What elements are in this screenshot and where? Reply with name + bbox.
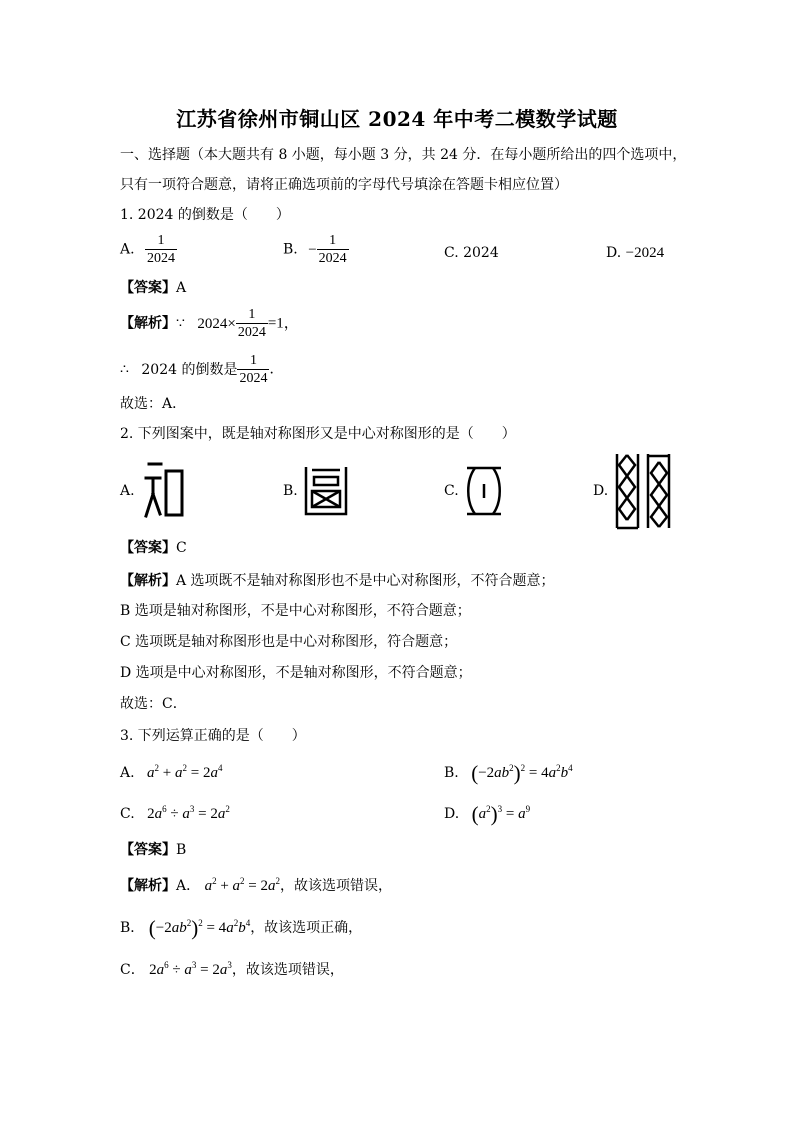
q2-analysis-b: B 选项是轴对称图形，不是中心对称图形，不符合题意； (120, 603, 471, 619)
q1-choice: 故选：A． (120, 396, 187, 412)
q3-option-d: D. $(a^2)^3 = a^9$ (444, 802, 531, 826)
q2-figure-a (144, 460, 186, 520)
q3-analysis-a: 【解析】A． $a^2 + a^2 = 2a^2$，故该选项错误， (120, 876, 393, 894)
q2-analysis-c: C 选项既是轴对称图形也是中心对称图形，符合题意； (120, 634, 458, 650)
q1-answer: 【答案】A (120, 280, 187, 296)
q2-option-b-label: B. (283, 483, 298, 499)
q2-option-a-label: A. (120, 483, 135, 499)
q2-figure-d (614, 452, 672, 530)
q1-option-c: C. 2024 (444, 245, 499, 261)
q3-stem: 3. 下列运算正确的是（ ） (120, 728, 306, 744)
q1-conclusion: ∴ 2024 的倒数是 $\frac{1}{2024}$ ． (120, 353, 284, 386)
section-heading-line2: 只有一项符合题意，请将正确选项前的字母代号填涂在答题卡相应位置） (120, 177, 568, 193)
q1-option-d: D. −2024 (606, 245, 665, 261)
q3-option-a: A. $a^2 + a^2 = 2a^4$ (120, 763, 223, 781)
page-title: 江苏省徐州市铜山区 2024 年中考二模数学试题 (176, 107, 618, 131)
q1-analysis: 【解析】∵ 2024× $\frac{1}{2024}$ =1， (120, 307, 299, 340)
q2-option-d-label: D. (593, 483, 609, 499)
q2-analysis-a: 【解析】A 选项既不是轴对称图形也不是中心对称图形，不符合题意； (120, 573, 555, 589)
q3-option-c: C. $2a^6 \div a^3 = 2a^2$ (120, 804, 230, 822)
q2-answer: 【答案】C (120, 540, 187, 556)
q2-option-c-label: C. (444, 483, 459, 499)
q2-figure-b (303, 465, 349, 517)
q2-figure-c (464, 465, 504, 517)
q1-stem: 1. 2024 的倒数是（ ） (120, 207, 290, 223)
section-heading-line1: 一、选择题（本大题共有 8 小题，每小题 3 分，共 24 分．在每小题所给出的四个选项中， (120, 147, 687, 163)
q1-option-b: B. − $\frac{1}{2024}$ (283, 233, 347, 266)
q3-option-b: B. $(-2ab^2)^2 = 4a^2b^4$ (444, 761, 573, 785)
q3-analysis-b: B． $(-2ab^2)^2 = 4a^2b^4$，故该选项正确， (120, 916, 363, 940)
q2-analysis-d: D 选项是中心对称图形，不是轴对称图形，不符合题意； (120, 665, 472, 681)
q3-analysis-c: C． $2a^6 \div a^3 = 2a^3$，故该选项错误， (120, 960, 344, 978)
q2-choice: 故选：C． (120, 696, 187, 712)
q1-option-a: A. $\frac{1}{2024}$ (120, 233, 176, 266)
q3-answer: 【答案】B (120, 842, 187, 858)
q2-stem: 2. 下列图案中，既是轴对称图形又是中心对称图形的是（ ） (120, 426, 516, 442)
